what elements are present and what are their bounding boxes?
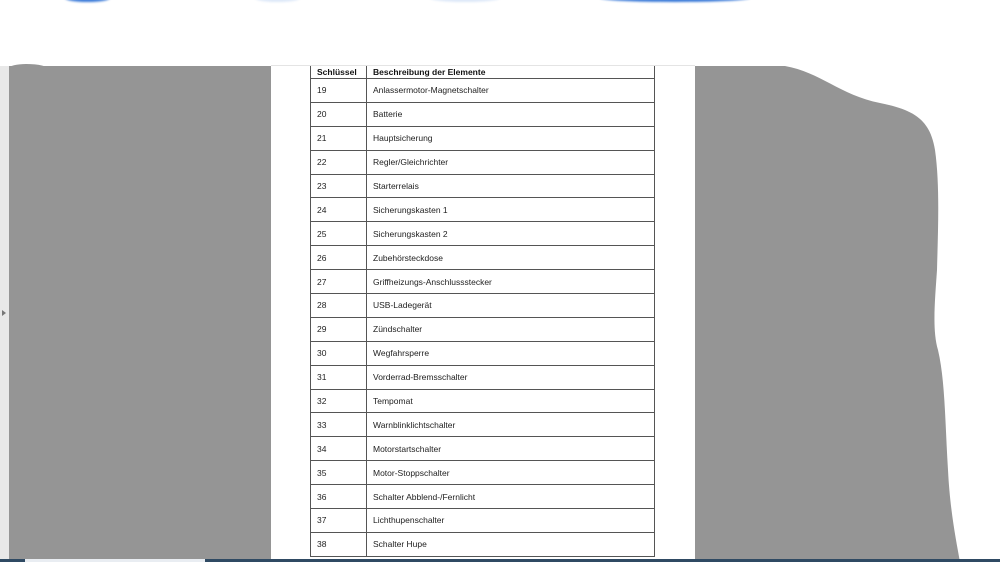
row-key: 23	[311, 174, 367, 198]
row-description: Tempomat	[367, 389, 655, 413]
table-row	[311, 413, 655, 437]
table-row	[311, 389, 655, 413]
components-table	[310, 66, 655, 557]
row-key: 28	[311, 294, 367, 318]
top-blue-shape-2	[255, 0, 300, 2]
row-description: Sicherungskasten 1	[367, 198, 655, 222]
row-key: 26	[311, 246, 367, 270]
table-row	[311, 270, 655, 294]
table-row	[311, 198, 655, 222]
row-key: 32	[311, 389, 367, 413]
document-page	[271, 65, 695, 562]
table-row	[311, 150, 655, 174]
table-row	[311, 532, 655, 556]
table-row	[311, 126, 655, 150]
table-row	[311, 79, 655, 103]
row-key: 34	[311, 437, 367, 461]
row-description: Wegfahrsperre	[367, 341, 655, 365]
table-row	[311, 509, 655, 533]
header-key: Schlüssel	[311, 66, 367, 79]
header-description: Beschreibung der Elemente	[367, 66, 655, 79]
row-description: Zündschalter	[367, 317, 655, 341]
row-description: Vorderrad-Bremsschalter	[367, 365, 655, 389]
row-description: Sicherungskasten 2	[367, 222, 655, 246]
row-key: 38	[311, 532, 367, 556]
table-header-row	[311, 66, 655, 79]
row-description: Regler/Gleichrichter	[367, 150, 655, 174]
table-row	[311, 246, 655, 270]
table-row	[311, 102, 655, 126]
row-key: 31	[311, 365, 367, 389]
row-key: 21	[311, 126, 367, 150]
table-row	[311, 365, 655, 389]
row-description: Griffheizungs-Anschlussstecker	[367, 270, 655, 294]
row-key: 22	[311, 150, 367, 174]
row-description: Lichthupenschalter	[367, 509, 655, 533]
row-key: 33	[311, 413, 367, 437]
row-key: 35	[311, 461, 367, 485]
row-description: Zubehörsteckdose	[367, 246, 655, 270]
expand-panel-arrow-icon[interactable]	[2, 310, 6, 316]
gray-overlay-left	[9, 66, 271, 562]
components-table-container	[310, 66, 655, 557]
row-description: Hauptsicherung	[367, 126, 655, 150]
row-description: Motor-Stoppschalter	[367, 461, 655, 485]
row-description: Warnblinklichtschalter	[367, 413, 655, 437]
top-blue-shape-4	[600, 0, 750, 2]
row-description: Batterie	[367, 102, 655, 126]
top-blue-shape-3	[430, 0, 500, 2]
row-key: 30	[311, 341, 367, 365]
row-key: 27	[311, 270, 367, 294]
row-key: 19	[311, 79, 367, 103]
row-description: Anlassermotor-Magnetschalter	[367, 79, 655, 103]
row-description: Schalter Abblend-/Fernlicht	[367, 485, 655, 509]
table-row	[311, 317, 655, 341]
top-blue-shape-1	[65, 0, 110, 2]
table-row	[311, 461, 655, 485]
row-key: 24	[311, 198, 367, 222]
row-description: Starterrelais	[367, 174, 655, 198]
table-row	[311, 485, 655, 509]
row-key: 37	[311, 509, 367, 533]
row-description: USB-Ladegerät	[367, 294, 655, 318]
table-row	[311, 437, 655, 461]
row-key: 29	[311, 317, 367, 341]
row-description: Schalter Hupe	[367, 532, 655, 556]
table-row	[311, 222, 655, 246]
row-key: 36	[311, 485, 367, 509]
row-key: 20	[311, 102, 367, 126]
row-key: 25	[311, 222, 367, 246]
table-row	[311, 294, 655, 318]
row-description: Motorstartschalter	[367, 437, 655, 461]
table-row	[311, 341, 655, 365]
table-row	[311, 174, 655, 198]
